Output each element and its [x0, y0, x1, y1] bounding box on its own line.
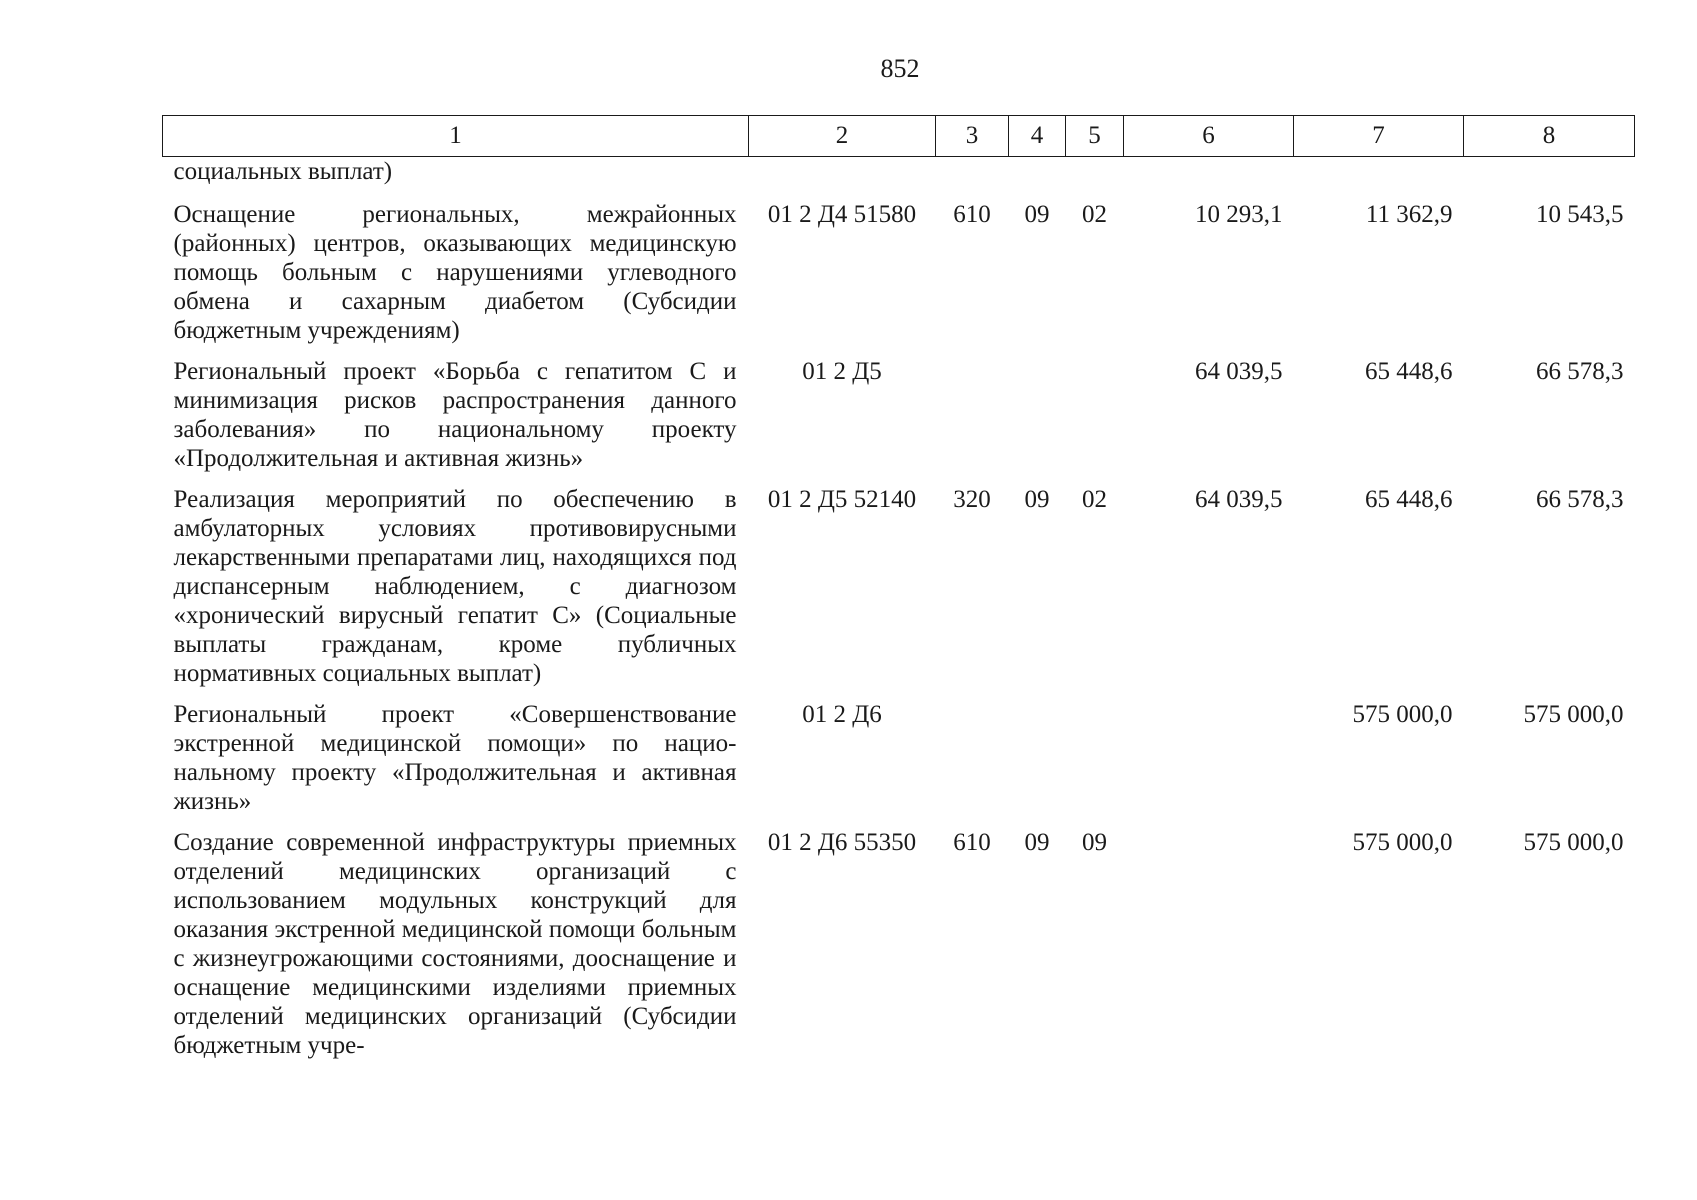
table-body	[163, 157, 1635, 1073]
row-section: 09	[1024, 486, 1050, 513]
row-amount-2: 11 362,9	[1365, 201, 1453, 228]
row-expense-type: 610	[953, 829, 991, 856]
table-row	[163, 200, 1635, 357]
row-amount-3: 10 543,5	[1536, 201, 1624, 228]
table-row	[163, 700, 1635, 828]
row-expense-type	[936, 157, 1009, 201]
row-code: 01 2 Д5	[802, 358, 882, 385]
row-amount-1	[1124, 828, 1294, 1072]
header-row	[163, 116, 1635, 157]
column-header-7: 7	[1294, 116, 1464, 157]
row-amount-2: 65 448,6	[1365, 486, 1453, 513]
row-amount-3: 575 000,0	[1523, 829, 1624, 856]
row-name: Создание современной инфраструктуры приемных отделений медицинских организаций с использованием модульных конструкций для оказания экстренной медицинской помощи больным с жизнеугрожающими состояниями, дооснащение и оснащение медицинскими изделиями приемных отделений медицинских организаций (Субсидии бюджетным учре-	[173, 829, 737, 1059]
row-amount-2: 575 000,0	[1352, 829, 1453, 856]
row-section: 09	[1024, 829, 1050, 856]
column-header-6: 6	[1124, 116, 1294, 157]
row-amount-1: 64 039,5	[1195, 486, 1283, 513]
row-amount-1	[1124, 157, 1294, 201]
row-name: Оснащение региональных, межрайонных (районных) центров, оказывающих медицинскую помощь больным с нарушениями углеводного обмена и сахарным диабетом (Субсидии бюджетным учреждениям)	[173, 201, 737, 344]
row-name: социальных выплат)	[173, 158, 393, 185]
column-header-2: 2	[749, 116, 936, 157]
row-code: 01 2 Д6	[802, 701, 882, 728]
row-expense-type: 320	[953, 486, 991, 513]
row-name: Региональный проект «Борьба с гепатитом С и минимизация рисков распространения данного заболевания» по национальному проекту «Продолжительная и активная жизнь»	[173, 358, 737, 472]
row-section	[1009, 700, 1066, 828]
row-expense-type	[936, 700, 1009, 828]
row-code: 01 2 Д4 51580	[767, 201, 917, 228]
column-header-1: 1	[163, 116, 749, 157]
row-amount-1: 64 039,5	[1195, 358, 1283, 385]
budget-table	[162, 115, 1635, 1072]
page-number: 852	[880, 54, 920, 83]
row-section	[1009, 157, 1066, 201]
row-amount-1	[1124, 700, 1294, 828]
row-code	[749, 157, 936, 201]
row-subsection: 02	[1082, 201, 1107, 228]
table-row	[163, 357, 1635, 485]
row-subsection: 09	[1082, 829, 1107, 856]
row-expense-type: 610	[953, 201, 991, 228]
table-row	[163, 485, 1635, 700]
row-name: Региональный проект «Совершенствование экстренной медицинской помощи» по национальному проекту «Продолжительная и активная жизнь»	[173, 701, 737, 815]
row-code: 01 2 Д6 55350	[767, 829, 917, 856]
row-name: Реализация мероприятий по обеспечению в амбулаторных условиях противовирусными лекарственными препаратами лиц, находящихся под диспансерным наблюдением, с диагнозом «хронический вирусный гепатит С» (Социальные выплаты гражданам, кроме публичных нормативных социальных выплат)	[173, 486, 737, 687]
row-subsection	[1066, 357, 1124, 485]
row-subsection	[1066, 157, 1124, 201]
row-amount-3	[1464, 157, 1635, 201]
table-row	[163, 828, 1635, 1072]
row-amount-3: 575 000,0	[1523, 701, 1624, 728]
column-header-5: 5	[1066, 116, 1124, 157]
table-header	[163, 116, 1635, 157]
row-section	[1009, 357, 1066, 485]
row-amount-2	[1294, 157, 1464, 201]
row-expense-type	[936, 357, 1009, 485]
row-section: 09	[1024, 201, 1050, 228]
row-amount-3: 66 578,3	[1536, 358, 1624, 385]
row-amount-3: 66 578,3	[1536, 486, 1624, 513]
column-header-3: 3	[936, 116, 1009, 157]
row-amount-2: 65 448,6	[1365, 358, 1453, 385]
table-row	[163, 157, 1635, 201]
row-amount-1: 10 293,1	[1195, 201, 1283, 228]
row-code: 01 2 Д5 52140	[767, 486, 917, 513]
row-subsection	[1066, 700, 1124, 828]
row-amount-2: 575 000,0	[1352, 701, 1453, 728]
column-header-4: 4	[1009, 116, 1066, 157]
column-header-8: 8	[1464, 116, 1635, 157]
row-subsection: 02	[1082, 486, 1107, 513]
